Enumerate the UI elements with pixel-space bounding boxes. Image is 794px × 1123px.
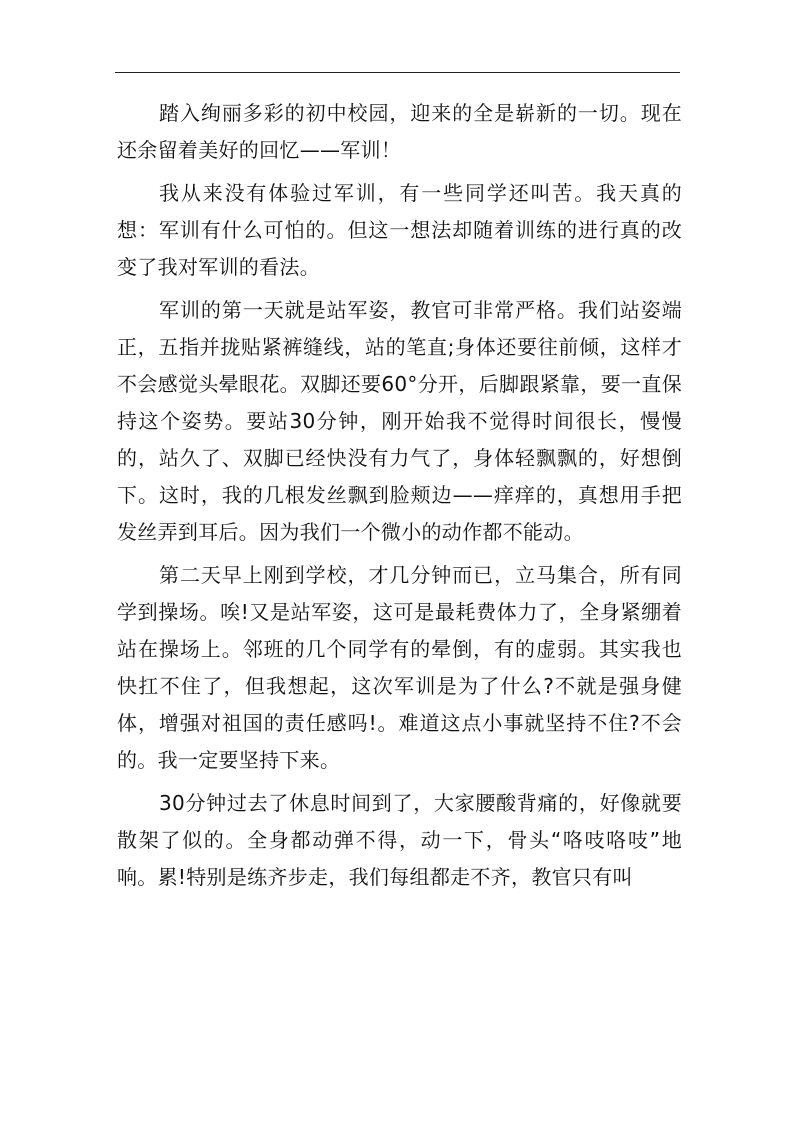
essay-body [117,95,682,896]
paragraph-2: 我从来没有体验过军训，有一些同学还叫苦。我天真的想：军训有什么可怕的。但这一想法却随着训练的进行真的改变了我对军训的看法。 [117,181,682,279]
paragraph-3: 军训的第一天就是站军姿，教官可非常严格。我们站姿端正，五指并拢贴紧裤缝线，站的笔直;身体还要往前倾，这样才不会感觉头晕眼花。双脚还要60°分开，后脚跟紧靠，要一直保持这个姿势。要站30分钟，刚开始我不觉得时间很长，慢慢的，站久了、双脚已经快没有力气了，身体轻飘飘的，好想倒下。这时，我的几根发丝飘到脸颊边——痒痒的，真想用手把发丝弄到耳后。因为我们一个微小的动作都不能动。 [117,298,682,544]
header-rule [115,72,680,73]
paragraph-4: 第二天早上刚到学校，才几分钟而已，立马集合，所有同学到操场。唉!又是站军姿，这可是最耗费体力了，全身紧绷着站在操场上。邻班的几个同学有的晕倒，有的虚弱。其实我也快扛不住了，但我想起，这次军训是为了什么?不就是强身健体，增强对祖国的责任感吗!。难道这点小事就坚持不住?不会的。我一定要坚持下来。 [117,563,682,772]
paragraph-5: 30分钟过去了休息时间到了，大家腰酸背痛的，好像就要散架了似的。全身都动弹不得，动一下，骨头“咯吱咯吱”地响。累!特别是练齐步走，我们每组都走不齐，教官只有叫 [117,791,682,889]
paragraph-1: 踏入绚丽多彩的初中校园，迎来的全是崭新的一切。现在还余留着美好的回忆——军训！ [117,101,682,162]
